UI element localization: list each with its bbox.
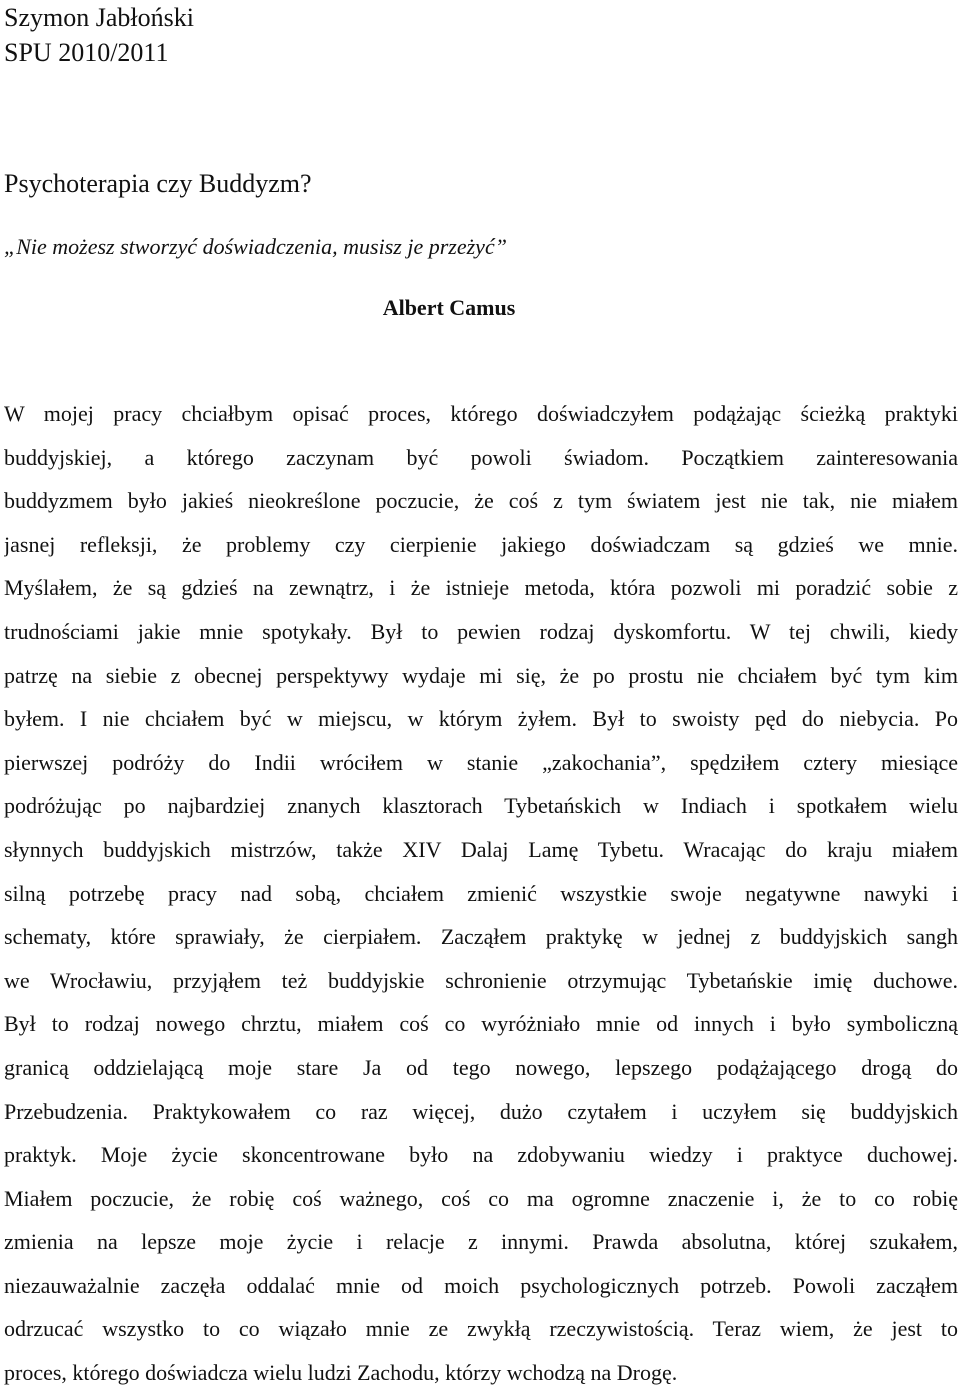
paragraph-line: we Wrocławiu, przyjąłem też buddyjskie schronienie otrzymując Tybetańskie imię duchowe. [4,967,958,993]
paragraph-line: proces, którego doświadcza wielu ludzi Zachodu, którzy wchodzą na Drogę. [4,1360,678,1386]
paragraph-line: schematy, które sprawiały, że cierpiałem. Zacząłem praktykę w jednej z buddyjskich sangh [4,924,958,950]
paragraph-line: Przebudzenia. Praktykowałem co raz więcej, dużo czytałem i uczyłem się buddyjskich [4,1098,958,1124]
paragraph-line: Był to rodzaj nowego chrztu, miałem coś co wyróżniało mnie od innych i było symboliczną [4,1011,958,1037]
paragraph-line: Myślałem, że są gdzieś na zewnątrz, i że istnieje metoda, która pozwoli mi poradzić sobie z [4,575,958,601]
paragraph-line: buddyzmem było jakieś nieokreślone poczucie, że coś z tym światem jest nie tak, nie miałem [4,488,958,514]
author-name: Szymon Jabłoński [4,3,194,32]
paragraph-line: niezauważalnie zaczęła oddalać mnie od moich psychologicznych potrzeb. Powoli zacząłem [4,1272,958,1298]
epigraph-quote: „Nie możesz stworzyć doświadczenia, musisz je przeżyć” [4,234,507,259]
paragraph-line: słynnych buddyjskich mistrzów, także XIV Dalaj Lamę Tybetu. Wracając do kraju miałem [4,836,958,862]
epigraph-author: Albert Camus [382,295,516,320]
paragraph-line: trudnościami jakie mnie spotykały. Był to pewien rodzaj dyskomfortu. W tej chwili, kiedy [4,618,958,644]
course-label: SPU 2010/2011 [4,38,169,67]
paragraph-line: pierwszej podróży do Indii wróciłem w stanie „zakochania”, spędziłem cztery miesiące [4,749,958,775]
paragraph-line: silną potrzebę pracy nad sobą, chciałem zmienić wszystkie swoje negatywne nawyki i [4,880,958,906]
paragraph-line: W mojej pracy chciałbym opisać proces, którego doświadczyłem podążając ścieżką praktyki [4,401,958,426]
paragraph-line: byłem. I nie chciałem być w miejscu, w którym żyłem. Był to swoisty pęd do niebycia. Po [4,706,958,732]
author-block [4,0,194,70]
paragraph-line: odrzucać wszystko to co wiązało mnie ze zwykłą rzeczywistością. Teraz wiem, że jest to [4,1316,958,1342]
paragraph-line: granicą oddzielającą moje stare Ja od tego nowego, lepszego podążającego drogą do [4,1054,958,1080]
paragraph-line: praktyk. Moje życie skoncentrowane było na zdobywaniu wiedzy i praktyce duchowej. [4,1142,958,1168]
document-title: Psychoterapia czy Buddyzm? [4,169,312,198]
paragraph-line: zmienia na lepsze moje życie i relacje z innymi. Prawda absolutna, której szukałem, [4,1229,958,1255]
body-paragraph [4,392,958,1395]
paragraph-line: buddyjskiej, a którego zaczynam być powoli świadom. Początkiem zainteresowania [4,444,958,470]
paragraph-line: podróżując po najbardziej znanych klasztorach Tybetańskich w Indiach i spotkałem wielu [4,793,958,819]
paragraph-line: patrzę na siebie z obecnej perspektywy wydaje mi się, że po prostu nie chciałem być tym kim [4,662,958,688]
paragraph-line: Miałem poczucie, że robię coś ważnego, coś co ma ogromne znaczenie i, że to co robię [4,1185,958,1211]
paragraph-line: jasnej refleksji, że problemy czy cierpienie jakiego doświadczam są gdzieś we mnie. [4,531,958,557]
